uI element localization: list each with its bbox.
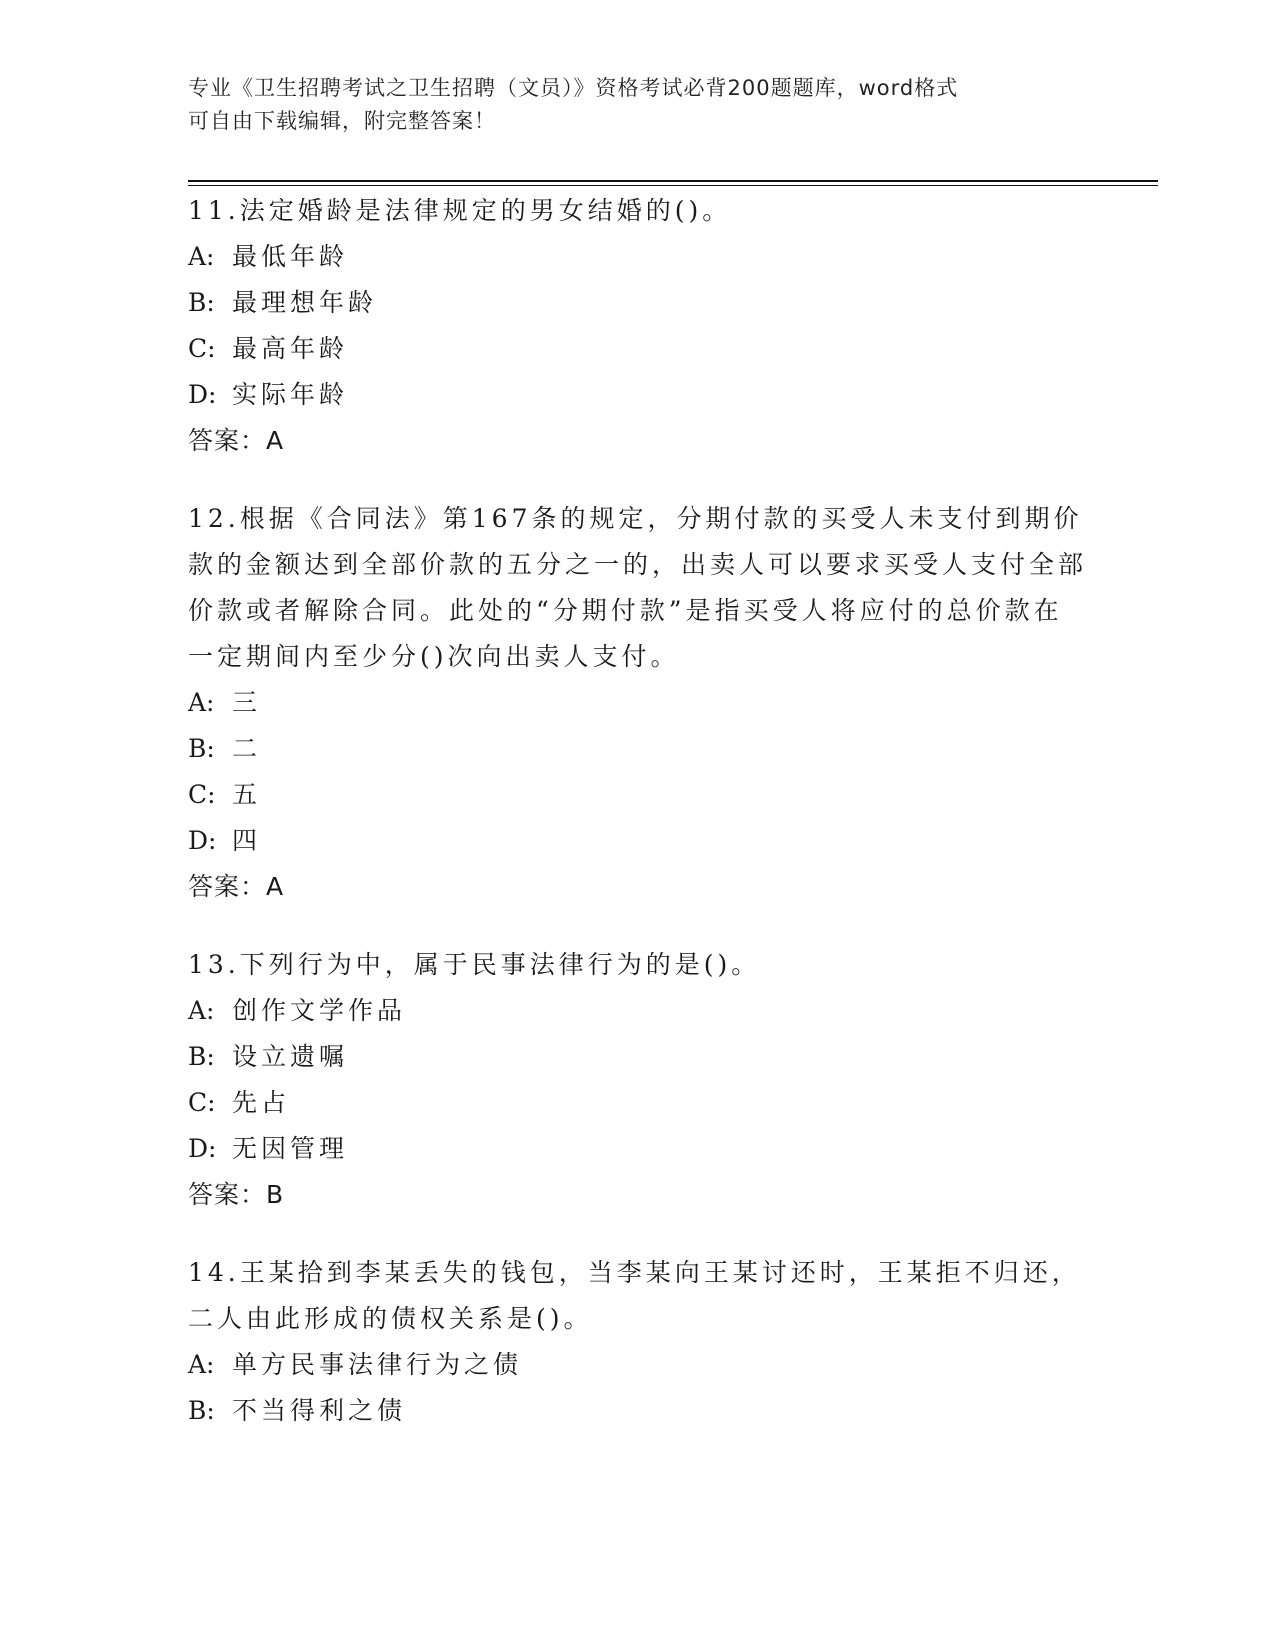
option-d <box>188 818 1088 864</box>
option-letter: B: <box>188 734 215 763</box>
option-letter: B: <box>188 1396 215 1425</box>
option-b <box>188 1034 1088 1080</box>
option-text: 四 <box>232 826 262 855</box>
option-letter: B: <box>188 288 215 317</box>
option-text: 二 <box>232 734 262 763</box>
question-12 <box>188 496 1088 910</box>
option-text: 最低年龄 <box>232 242 349 271</box>
option-letter: B: <box>188 1042 215 1071</box>
option-a <box>188 234 1088 280</box>
option-letter: A: <box>188 996 215 1025</box>
answer-line: 答案：A <box>188 426 285 455</box>
option-letter: A: <box>188 688 215 717</box>
option-letter: D: <box>188 380 217 409</box>
question-stem: 12.根据《合同法》第167条的规定，分期付款的买受人未支付到期价款的金额达到全部价款的五分之一的，出卖人可以要求买受人支付全部价款或者解除合同。此处的“分期付款”是指买受人将应付的总价款在一定期间内至少分()次向出卖人支付。 <box>188 504 1088 671</box>
option-text: 无因管理 <box>232 1134 349 1163</box>
header-divider-thin <box>188 185 1158 186</box>
option-text: 单方民事法律行为之债 <box>232 1350 523 1379</box>
option-text: 最理想年龄 <box>232 288 378 317</box>
option-a <box>188 1342 1088 1388</box>
option-c <box>188 772 1088 818</box>
option-text: 最高年龄 <box>232 334 349 363</box>
header-line-1: 专业《卫生招聘考试之卫生招聘（文员）》资格考试必背200题题库，word格式 <box>188 76 959 100</box>
header-divider-thick <box>188 180 1158 182</box>
document-header <box>188 72 1068 138</box>
option-c <box>188 1080 1088 1126</box>
option-a <box>188 680 1088 726</box>
option-text: 设立遗嘱 <box>232 1042 349 1071</box>
answer-line: 答案：A <box>188 872 285 901</box>
header-line-2: 可自由下载编辑，附完整答案！ <box>188 109 496 133</box>
option-b <box>188 1388 1088 1434</box>
option-letter: C: <box>188 780 216 809</box>
option-text: 先占 <box>232 1088 291 1117</box>
question-11 <box>188 188 1088 464</box>
answer-line: 答案：B <box>188 1180 285 1209</box>
option-letter: C: <box>188 334 216 363</box>
question-stem: 13.下列行为中，属于民事法律行为的是()。 <box>188 950 761 979</box>
option-text: 创作文学作品 <box>232 996 407 1025</box>
question-stem: 14.王某拾到李某丢失的钱包，当李某向王某讨还时，王某拒不归还，二人由此形成的债权关系是()。 <box>188 1258 1081 1333</box>
option-text: 不当得利之债 <box>232 1396 407 1425</box>
option-d <box>188 372 1088 418</box>
question-list <box>188 188 1088 1466</box>
option-c <box>188 326 1088 372</box>
option-d <box>188 1126 1088 1172</box>
option-letter: A: <box>188 1350 215 1379</box>
question-stem: 11.法定婚龄是法律规定的男女结婚的()。 <box>188 196 732 225</box>
option-text: 实际年龄 <box>232 380 349 409</box>
option-letter: C: <box>188 1088 216 1117</box>
option-letter: D: <box>188 1134 217 1163</box>
question-14 <box>188 1250 1088 1434</box>
option-a <box>188 988 1088 1034</box>
option-text: 五 <box>232 780 262 809</box>
option-letter: D: <box>188 826 217 855</box>
question-13 <box>188 942 1088 1218</box>
option-b <box>188 726 1088 772</box>
option-text: 三 <box>232 688 262 717</box>
option-letter: A: <box>188 242 215 271</box>
option-b <box>188 280 1088 326</box>
